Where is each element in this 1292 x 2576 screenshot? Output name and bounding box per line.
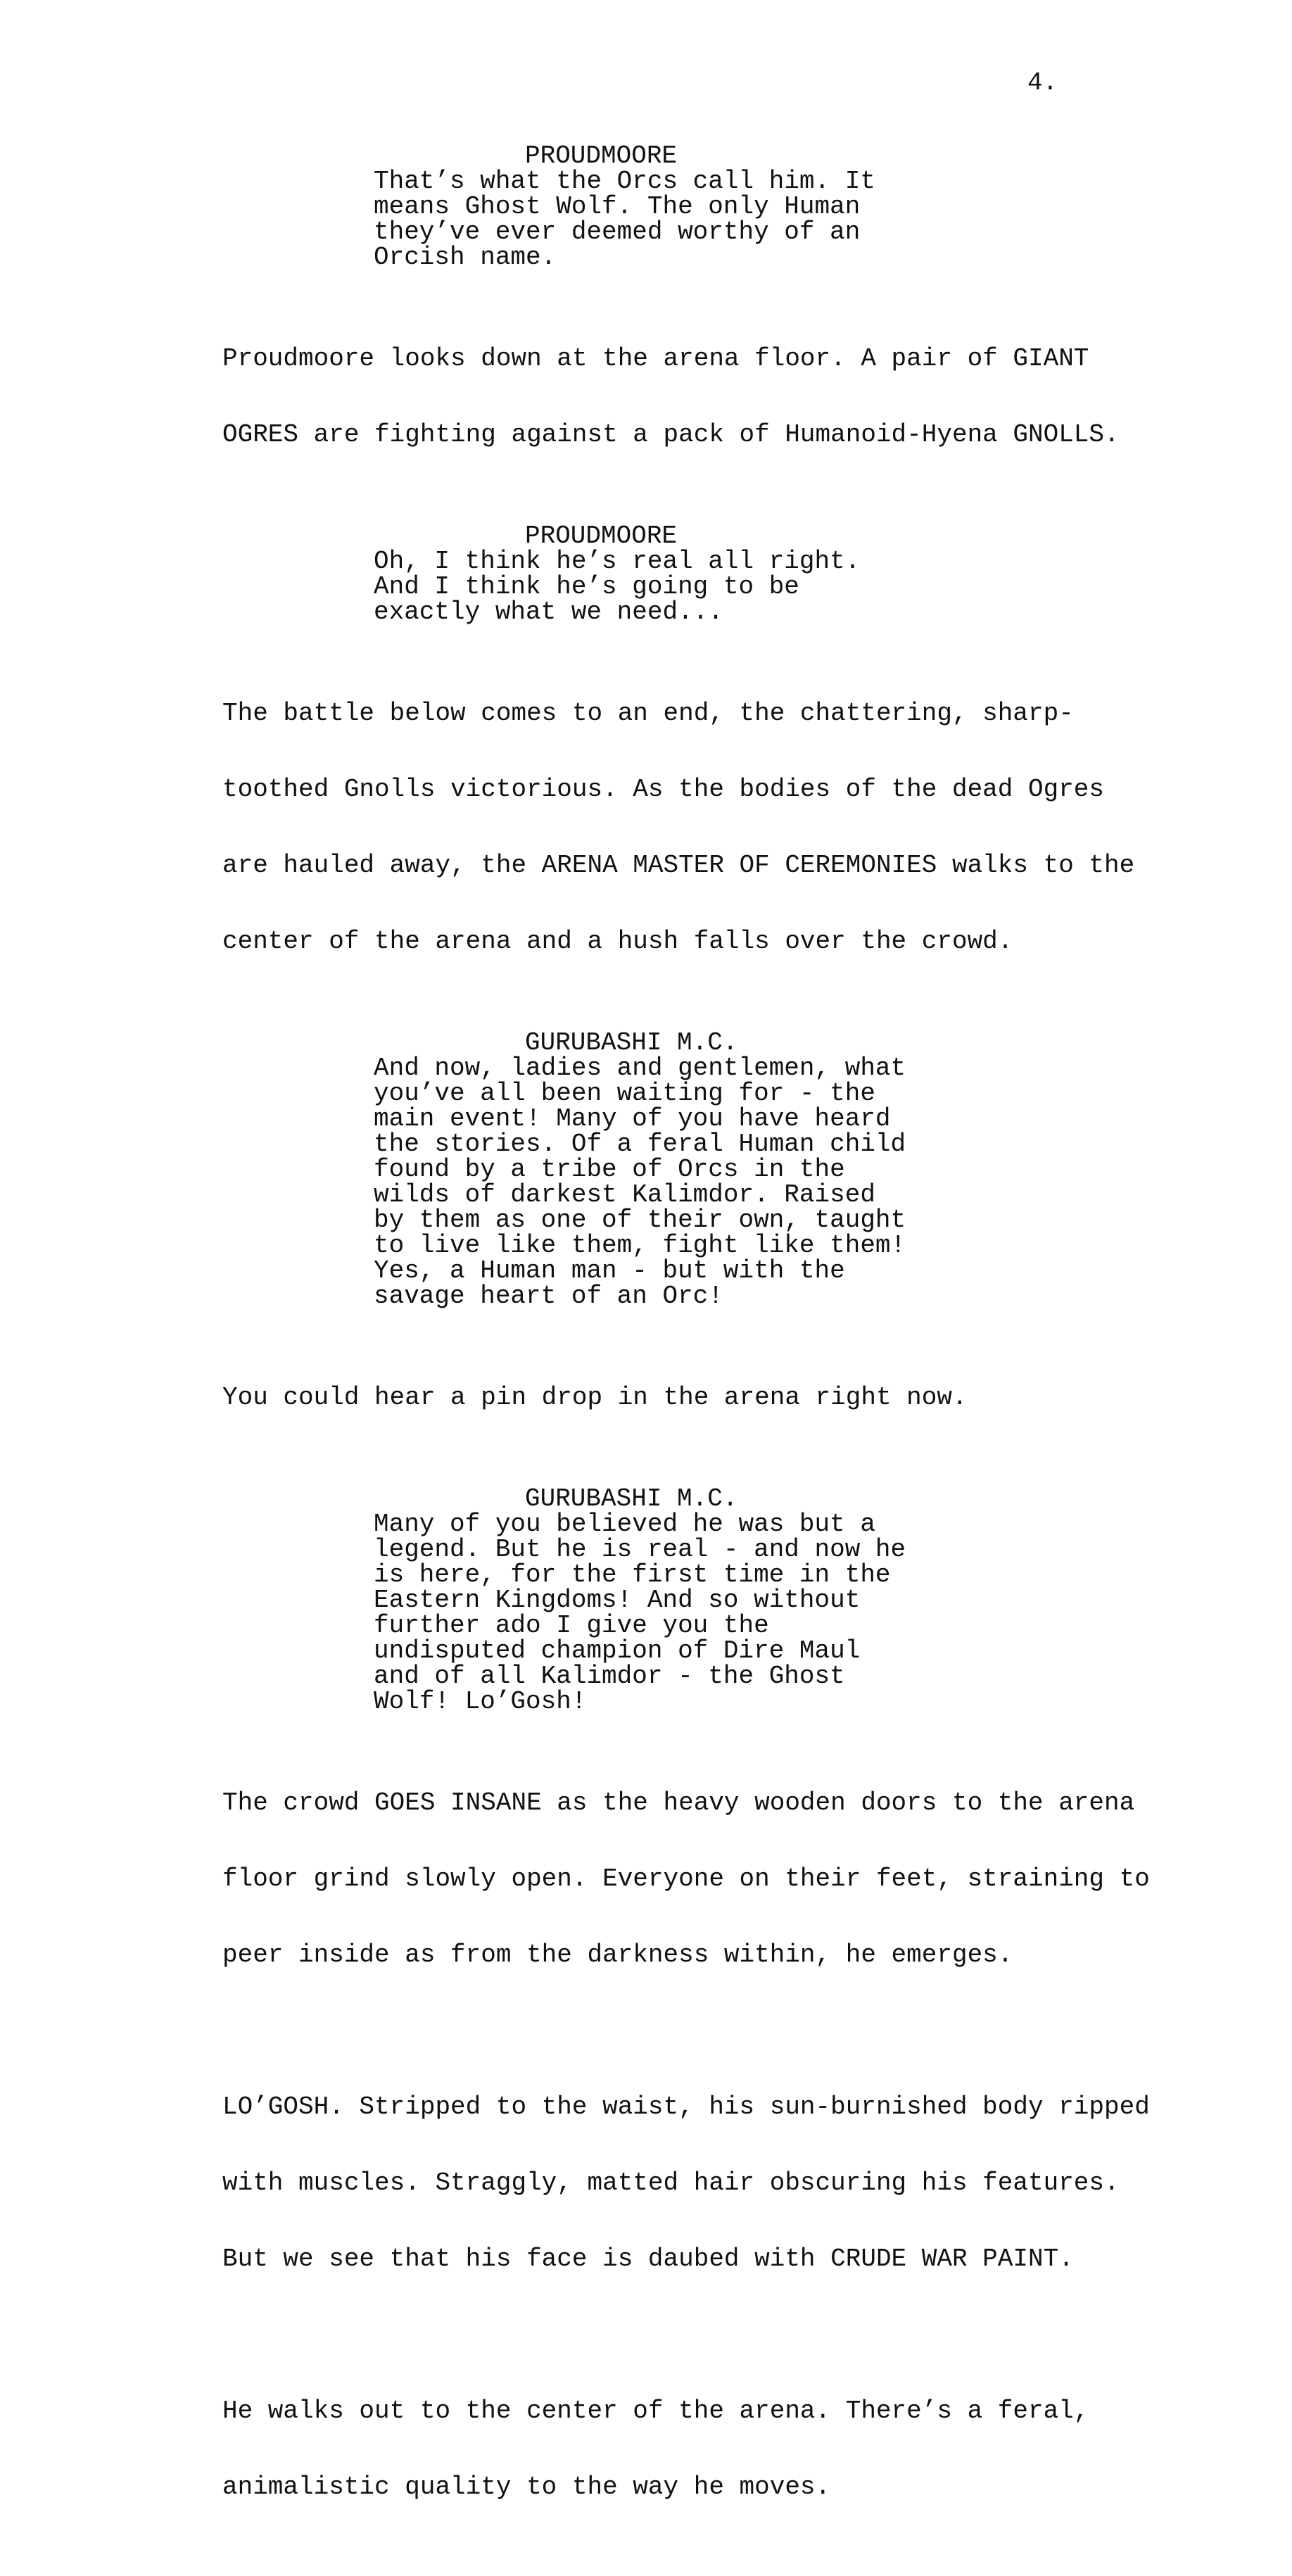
action-block [222,1334,1137,1461]
dialogue-line: the stories. Of a feral Human child [374,1130,906,1158]
dialogue-line: and of all Kalimdor - the Ghost [374,1662,845,1691]
dialogue-line: you’ve all been waiting for - the [374,1079,875,1108]
dialogue-block [222,1030,1137,1309]
screenplay-body [222,141,1150,2576]
character-name: PROUDMOORE [525,522,678,550]
action-line: animalistic quality to the way he moves. [222,2473,831,2501]
action-line: He walks out to the center of the arena. There’s a feral, [222,2397,1089,2425]
dialogue-line: they’ve ever deemed worthy of an [374,217,861,246]
dialogue-line: wilds of darkest Kalimdor. Raised [374,1180,875,1209]
dialogue-line: Wolf! Lo’Gosh! [374,1687,587,1716]
dialogue-line: legend. But he is real - and now he [374,1535,906,1564]
action-block [222,650,1137,1005]
action-line: with muscles. Straggly, matted hair obscuring his features. [222,2168,1120,2197]
dialogue-block [222,1486,1137,1715]
action-line: But we see that his face is daubed with CRUDE WAR PAINT. [222,2244,1074,2273]
dialogue-line: further ado I give you the [374,1611,769,1640]
dialogue-line: to live like them, fight like them! [374,1231,906,1260]
dialogue-line: And now, ladies and gentlemen, what [374,1054,906,1082]
dialogue-line: Oh, I think he’s real all right. [374,547,861,576]
action-line: You could hear a pin drop in the arena right now. [222,1383,968,1412]
dialogue-block [222,141,1137,272]
dialogue-line: undisputed champion of Dire Maul [374,1636,861,1665]
dialogue-line: main event! Many of you have heard [374,1104,891,1133]
dialogue-block [222,524,1137,625]
action-line: Proudmoore looks down at the arena floor. A pair of GIANT [222,344,1089,373]
dialogue-line: exactly what we need... [374,598,723,626]
dialogue-line: Many of you believed he was but a [374,1510,875,1539]
character-name: GURUBASHI M.C. [525,1484,738,1513]
action-line: are hauled away, the ARENA MASTER OF CEREMONIES walks to the [222,851,1135,880]
dialogue-line: Yes, a Human man - but with the [374,1256,845,1285]
dialogue-line: means Ghost Wolf. The only Human [374,192,861,221]
action-block [222,296,1137,498]
page-number: 4. [1027,68,1058,97]
dialogue-line: is here, for the first time in the [374,1560,891,1589]
dialogue-line: Eastern Kingdoms! And so without [374,1586,861,1615]
action-block [222,2348,1137,2551]
dialogue-line: Orcish name. [374,243,557,272]
character-name: GURUBASHI M.C. [525,1028,738,1057]
action-line: center of the arena and a hush falls over the crowd. [222,927,1013,956]
action-line: OGRES are fighting against a pack of Humanoid-Hyena GNOLLS. [222,420,1120,449]
character-name: PROUDMOORE [525,141,678,170]
dialogue-line: And I think he’s going to be [374,572,799,601]
action-block [222,1740,1150,2019]
dialogue-line: That’s what the Orcs call him. It [374,167,875,196]
action-line: The crowd GOES INSANE as the heavy wooden doors to the arena [222,1788,1135,1817]
dialogue-line: savage heart of an Orc! [374,1282,723,1311]
action-line: toothed Gnolls victorious. As the bodies of the dead Ogres [222,775,1105,804]
dialogue-line: found by a tribe of Orcs in the [374,1155,845,1184]
action-block [222,2044,1150,2323]
action-line: The battle below comes to an end, the chattering, sharp- [222,699,1074,728]
action-line: peer inside as from the darkness within, he emerges. [222,1940,1013,1969]
dialogue-line: by them as one of their own, taught [374,1206,906,1235]
action-line: floor grind slowly open. Everyone on their feet, straining to [222,1864,1150,1893]
action-line: LO’GOSH. Stripped to the waist, his sun-burnished body ripped [222,2092,1150,2121]
